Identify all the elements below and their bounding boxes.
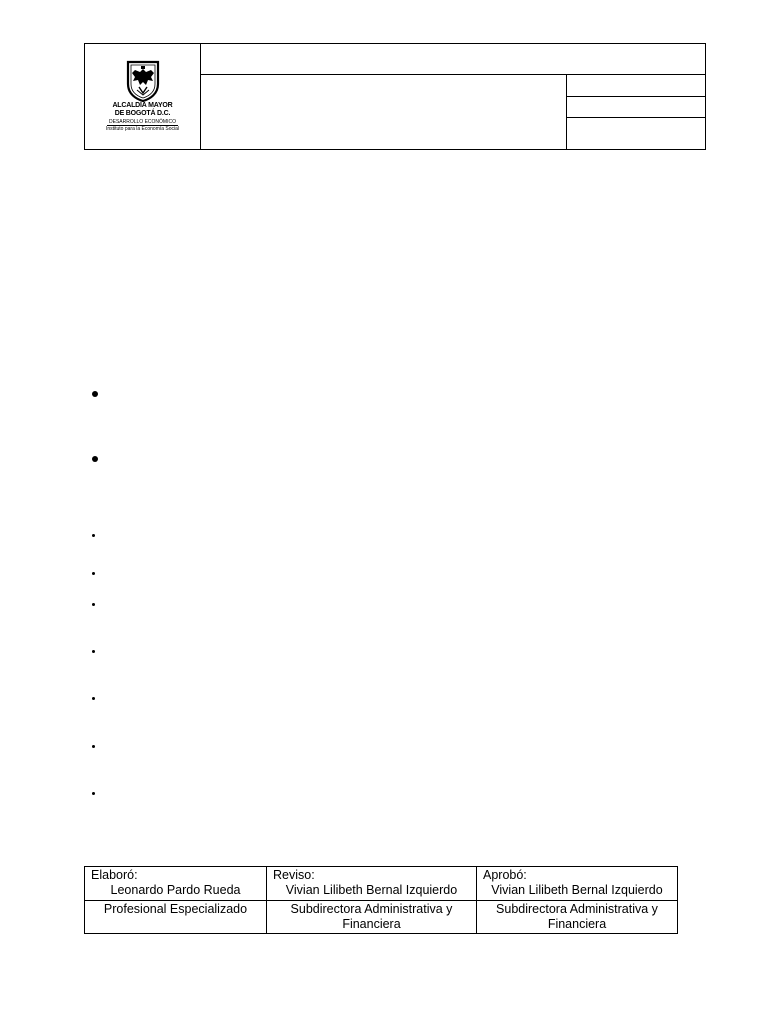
reviso-role: Subdirectora Administrativa y Financiera xyxy=(267,900,477,934)
bullet-item xyxy=(89,694,97,702)
elaboro-label: Elaboró: xyxy=(91,868,138,882)
logo-line-1: ALCALDÍA MAYOR xyxy=(112,102,173,109)
logo-institute: Instituto para la Economía Social xyxy=(105,126,180,132)
bullet-item xyxy=(89,647,97,655)
logo-department: DESARROLLO ECONÓMICO xyxy=(109,119,176,125)
elaboro-role: Profesional Especializado xyxy=(85,900,267,934)
bullet-item xyxy=(89,600,97,608)
header-table xyxy=(84,43,706,150)
header-meta-cell-3 xyxy=(567,118,706,150)
elaboro-cell xyxy=(85,867,267,901)
approval-table xyxy=(84,866,678,934)
header-title-cell xyxy=(201,44,706,75)
elaboro-name: Leonardo Pardo Rueda xyxy=(110,883,241,897)
bullet-item xyxy=(91,455,99,463)
coat-of-arms-icon xyxy=(125,60,161,102)
reviso-name: Vivian Lilibeth Bernal Izquierdo xyxy=(285,883,458,897)
bullet-item xyxy=(91,390,99,398)
reviso-label: Reviso: xyxy=(273,868,315,882)
aprobo-cell xyxy=(477,867,678,901)
aprobo-role: Subdirectora Administrativa y Financiera xyxy=(477,900,678,934)
bullet-item xyxy=(89,569,97,577)
logo-cell xyxy=(85,44,201,150)
aprobo-name: Vivian Lilibeth Bernal Izquierdo xyxy=(491,883,663,897)
logo xyxy=(85,60,200,133)
reviso-cell xyxy=(267,867,477,901)
aprobo-label: Aprobó: xyxy=(483,868,527,882)
bullet-item xyxy=(89,742,97,750)
bullet-item xyxy=(89,789,97,797)
header-main-cell xyxy=(201,75,567,150)
header-meta-cell-2 xyxy=(567,97,706,118)
bullet-item xyxy=(89,531,97,539)
header-meta-cell-1 xyxy=(567,75,706,97)
logo-line-2: DE BOGOTÁ D.C. xyxy=(114,110,171,117)
